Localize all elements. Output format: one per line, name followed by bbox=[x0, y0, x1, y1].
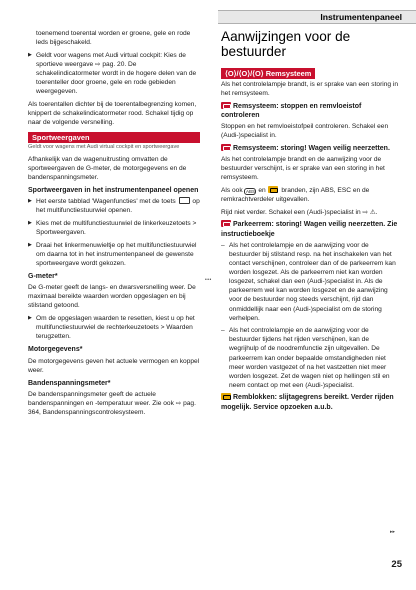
text: op het multifunctiestuurwiel openen. bbox=[36, 198, 200, 215]
header-bar bbox=[218, 10, 416, 24]
subheading: Motorgegevens* bbox=[28, 346, 83, 354]
brake-warning-icon bbox=[221, 144, 231, 151]
text: branden, zijn ABS, ESC en de remkrachtverdeler uitgevallen. bbox=[221, 187, 370, 204]
bullet-item bbox=[28, 197, 200, 215]
paragraph: Als het controlelampje brandt, is er sprake van een storing in het remsysteem. bbox=[221, 81, 399, 98]
text: Remsysteem: stoppen en remvloeistof controleren bbox=[221, 102, 362, 119]
section-title: Aanwijzingen voor de bestuurder bbox=[221, 29, 351, 59]
warning-heading bbox=[221, 102, 399, 121]
text: Het eerste tabblad 'Wagenfuncties' met de toets bbox=[36, 198, 176, 206]
text: Remsysteem: storing! Wagen veilig neerzetten. bbox=[233, 144, 390, 152]
paragraph: Rijd niet verder. Schakel een (Audi-)specialist in ⇨ ⚠. bbox=[221, 208, 378, 216]
bullet-item: ▶ Om de opgeslagen waarden te resetten, kiest u op het multifunctiestuurwiel de rechterkeuzetoets > Waarden terugzetten. bbox=[28, 314, 200, 341]
paragraph: Als het controlelampje brandt en de aanwijzing voor de bestuurder verschijnt, is er sprake van een storing in het remsysteem. bbox=[221, 156, 385, 182]
paragraph: toenemend toerental worden er groene, gele en rode leds bijgeschakeld. bbox=[36, 30, 191, 47]
text: en bbox=[258, 187, 266, 195]
page-number: 25 bbox=[391, 559, 402, 570]
subheading: G-meter* bbox=[28, 272, 58, 280]
paragraph: Als toerentallen dichter bij de toerentalbegrenzing komen, knippert de schakelindicatormeter rood. Schakel tijdig op naar de volgende versnelling. bbox=[28, 100, 197, 126]
esc-icon bbox=[268, 186, 278, 193]
paragraph: Afhankelijk van de wagenuitrusting omvatten de sportweergaven de G-meter, de motorgegevens en de bandenspanningsmeter. bbox=[28, 155, 187, 181]
menu-button-icon bbox=[179, 197, 190, 204]
text: Remblokken: slijtagegrens bereikt. Verder rijden mogelijk. Service opzoeken a.u.b. bbox=[221, 394, 394, 411]
section-heading-remsysteem: ⟨O⟩/⟨O⟩/⟨O⟩ Remsysteem bbox=[221, 68, 315, 79]
text: Parkeerrem: storing! Wagen veilig neerzetten. Zie instructieboekje bbox=[221, 221, 398, 238]
warning-heading bbox=[221, 393, 399, 412]
paragraph: De bandenspanningsmeter geeft de actuele bandenspanningen en -temperatuur weer. Zie ook ⇨ pag. 364, Bandenspanningscontrolesysteem. bbox=[28, 391, 196, 417]
bullet-item: ▶ Kies met de multifunctiestuurwiel de linkerkeuzetoets > Sportweergaven. bbox=[28, 219, 200, 237]
subheading: Bandenspanningsmeter* bbox=[28, 379, 111, 387]
paragraph: Stoppen en het remvloeistofpeil controleren. Schakel een (Audi-)specialist in. bbox=[221, 123, 389, 140]
bullet-item: ▶ Geldt voor wagens met Audi virtual cockpit: Kies de sportieve weergave ⇨ pag. 20. De schakelindicatormeter wordt in de hogere delen van de toerenteller door groene, gele en rode gebieden weergegeven. bbox=[28, 51, 200, 96]
parking-brake-icon bbox=[221, 220, 231, 227]
warning-heading bbox=[221, 144, 399, 153]
applicability-note: Geldt voor wagens met Audi virtual cockpit en sportweergave bbox=[28, 143, 180, 150]
column-dots: ▸▸ bbox=[390, 529, 396, 535]
paragraph bbox=[221, 186, 399, 204]
section-heading-sportweergaven: Sportweergaven bbox=[28, 132, 200, 143]
left-column bbox=[28, 29, 200, 421]
document-code bbox=[4, 480, 14, 580]
paragraph: De motorgegevens geven het actuele vermogen en koppel weer. bbox=[28, 357, 200, 374]
brake-pad-icon bbox=[221, 393, 231, 400]
abs-icon: ABS bbox=[245, 189, 255, 195]
subheading: Sportweergaven in het instrumentenpaneel openen bbox=[28, 186, 199, 194]
text: Als ook bbox=[221, 187, 243, 195]
page-header-title: Instrumentenpaneel bbox=[320, 12, 402, 22]
bullet-item: ▶ Draai het linkermenuwieltje op het multifunctiestuurwiel om daarna tot in het instrumentenpaneel de gewenste sportweergave wordt gekozen. bbox=[28, 241, 200, 268]
brake-warning-icon bbox=[221, 102, 231, 109]
right-column bbox=[221, 29, 399, 414]
paragraph: De G-meter geeft de langs- en dwarsversnelling weer. De maximaal bereikte waarden worden opgeslagen en bij stilstand getoond. bbox=[28, 284, 196, 310]
dash-item: – Als het controlelampje en de aanwijzing voor de bestuurder tijdens het rijden verschijnen, kan de wegrijhulp of de noodremfunctie zijn uitgevallen. De parkeerrem kan onder bepaalde omstandigheden niet meer worden vastgezet of na het vastzetten niet meer worden losgezet. Zet de wagen niet op hellingen stil en neem contact op met een (Audi-)specialist. bbox=[221, 326, 399, 390]
dash-item: – Als het controlelampje en de aanwijzing voor de bestuurder bij stilstand resp. na het inschakelen van het contact verschijnen, controleer dan of de parkeerrem kan worden losgezet. Als de parkeerrem niet kan worden losgezet, schakel dan een (Audi-)specialist in. Als de parkeerrem wel kan worden losgezet en de aanwijzing voor de bestuurder nog steeds verschijnt, rijd dan onmiddellijk naar een (Audi-)specialist om de storing verhelpen. bbox=[221, 241, 399, 323]
column-dots: ••• bbox=[205, 277, 212, 283]
warning-heading bbox=[221, 220, 399, 239]
